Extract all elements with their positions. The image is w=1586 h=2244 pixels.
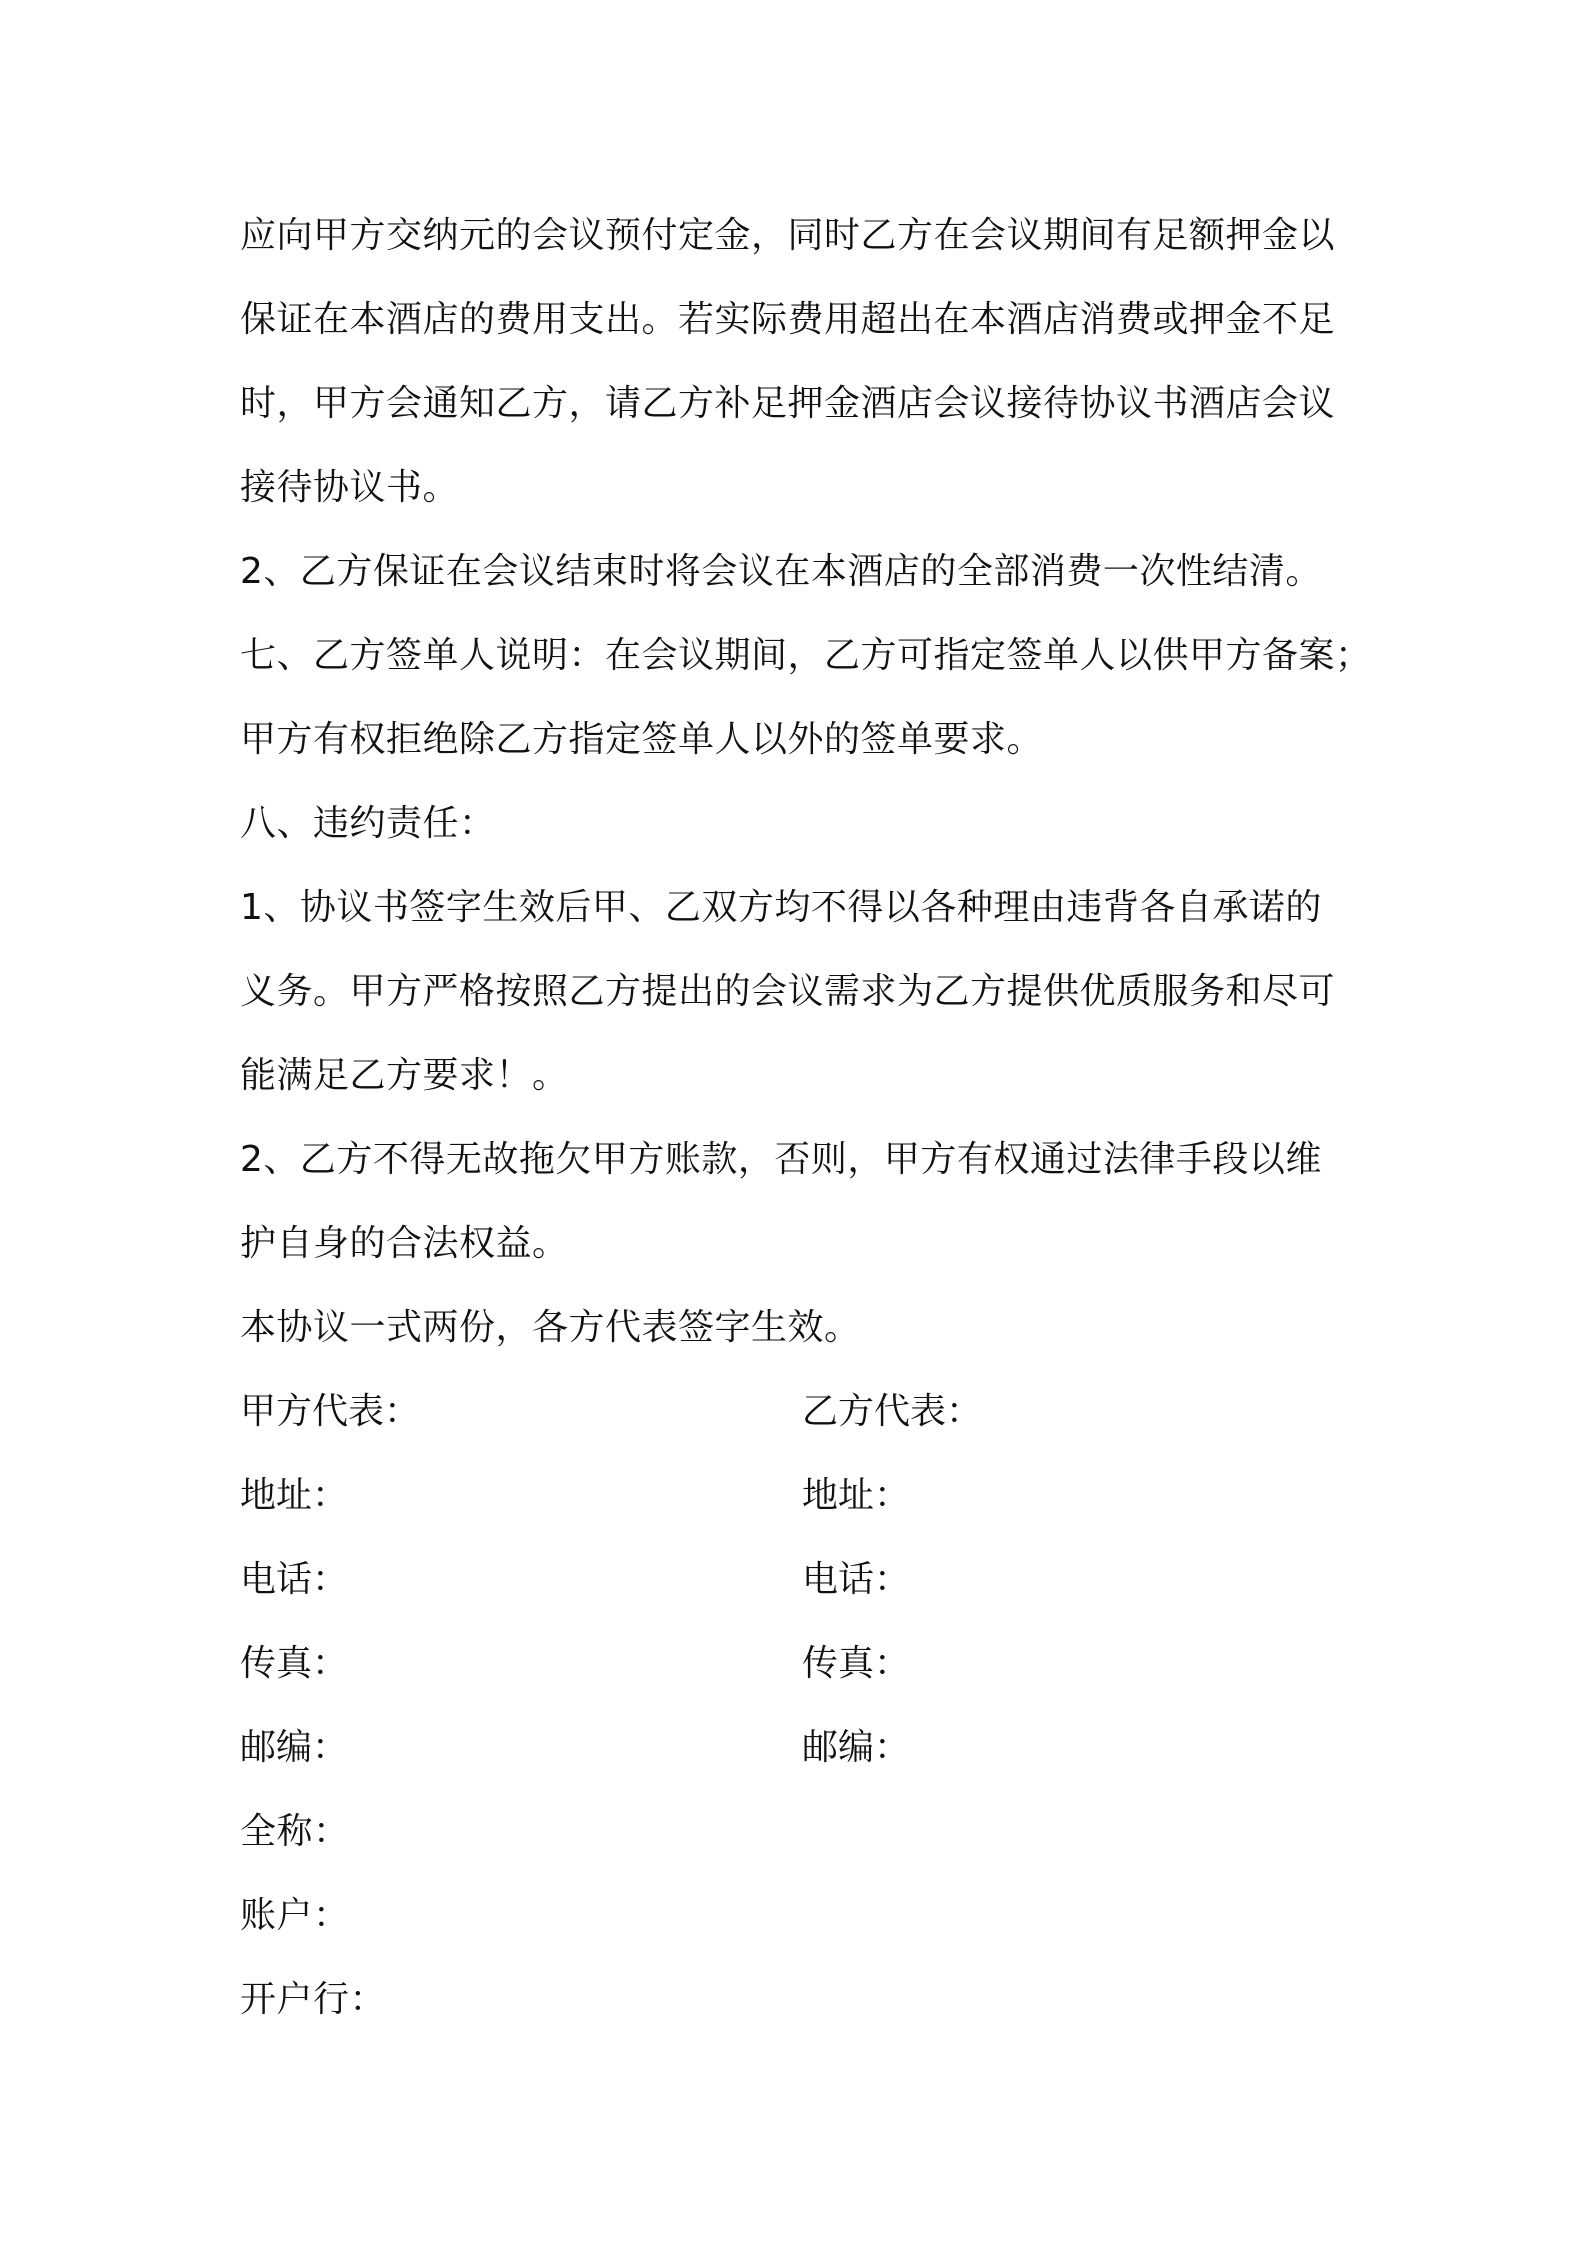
text-line: 甲方有权拒绝除乙方指定签单人以外的签单要求。 [240,719,1044,760]
text-line: 义务。甲方严格按照乙方提出的会议需求为乙方提供优质服务和尽可 [240,971,1336,1012]
paragraph-deposit [240,194,1360,530]
bank-info-block [240,1790,1360,2042]
text-line: 应向甲方交纳元的会议预付定金，同时乙方在会议期间有足额押金以 [240,215,1336,256]
signature-row [240,1706,1360,1790]
closing-statement: 本协议一式两份，各方代表签字生效。 [240,1307,861,1348]
party-a-field-label: 地址： [240,1475,349,1516]
party-b-field-label: 传真： [802,1643,911,1684]
section-signer [240,614,1372,782]
party-b-field-label: 电话： [802,1559,911,1600]
text-line: 七、乙方签单人说明：在会议期间，乙方可指定签单人以供甲方备案； [240,635,1372,676]
signature-row [240,1370,1360,1454]
party-b-field-label: 乙方代表： [802,1391,983,1432]
text-line: 护自身的合法权益。 [240,1223,569,1264]
clause-settlement: 2、乙方保证在会议结束时将会议在本酒店的全部消费一次性结清。 [240,551,1322,592]
signature-block [240,1370,1360,1790]
text-line: 能满足乙方要求！。 [240,1055,569,1096]
text-line: 接待协议书。 [240,467,460,508]
document-content [240,194,1372,2042]
signature-row [240,1538,1360,1622]
liability-item-2 [240,1118,1360,1286]
text-line: 保证在本酒店的费用支出。若实际费用超出在本酒店消费或押金不足 [240,299,1336,340]
section-title-liability: 八、违约责任： [240,803,496,844]
text-line: 2、乙方不得无故拖欠甲方账款，否则，甲方有权通过法律手段以维 [240,1139,1322,1180]
bank-field-label: 账户： [240,1895,350,1936]
party-a-field-label: 邮编： [240,1727,349,1768]
party-b-field-label: 邮编： [802,1727,911,1768]
liability-item-1 [240,866,1360,1118]
party-a-field-label: 电话： [240,1559,349,1600]
party-a-field-label: 传真： [240,1643,349,1684]
signature-row [240,1454,1360,1538]
party-a-field-label: 甲方代表： [240,1391,421,1432]
signature-row [240,1622,1360,1706]
party-b-field-label: 地址： [802,1475,911,1516]
bank-field-label: 全称： [240,1811,350,1852]
text-line: 1、协议书签字生效后甲、乙双方均不得以各种理由违背各自承诺的 [240,887,1322,928]
bank-field-label: 开户行： [240,1979,387,2020]
text-line: 时，甲方会通知乙方，请乙方补足押金酒店会议接待协议书酒店会议 [240,383,1336,424]
